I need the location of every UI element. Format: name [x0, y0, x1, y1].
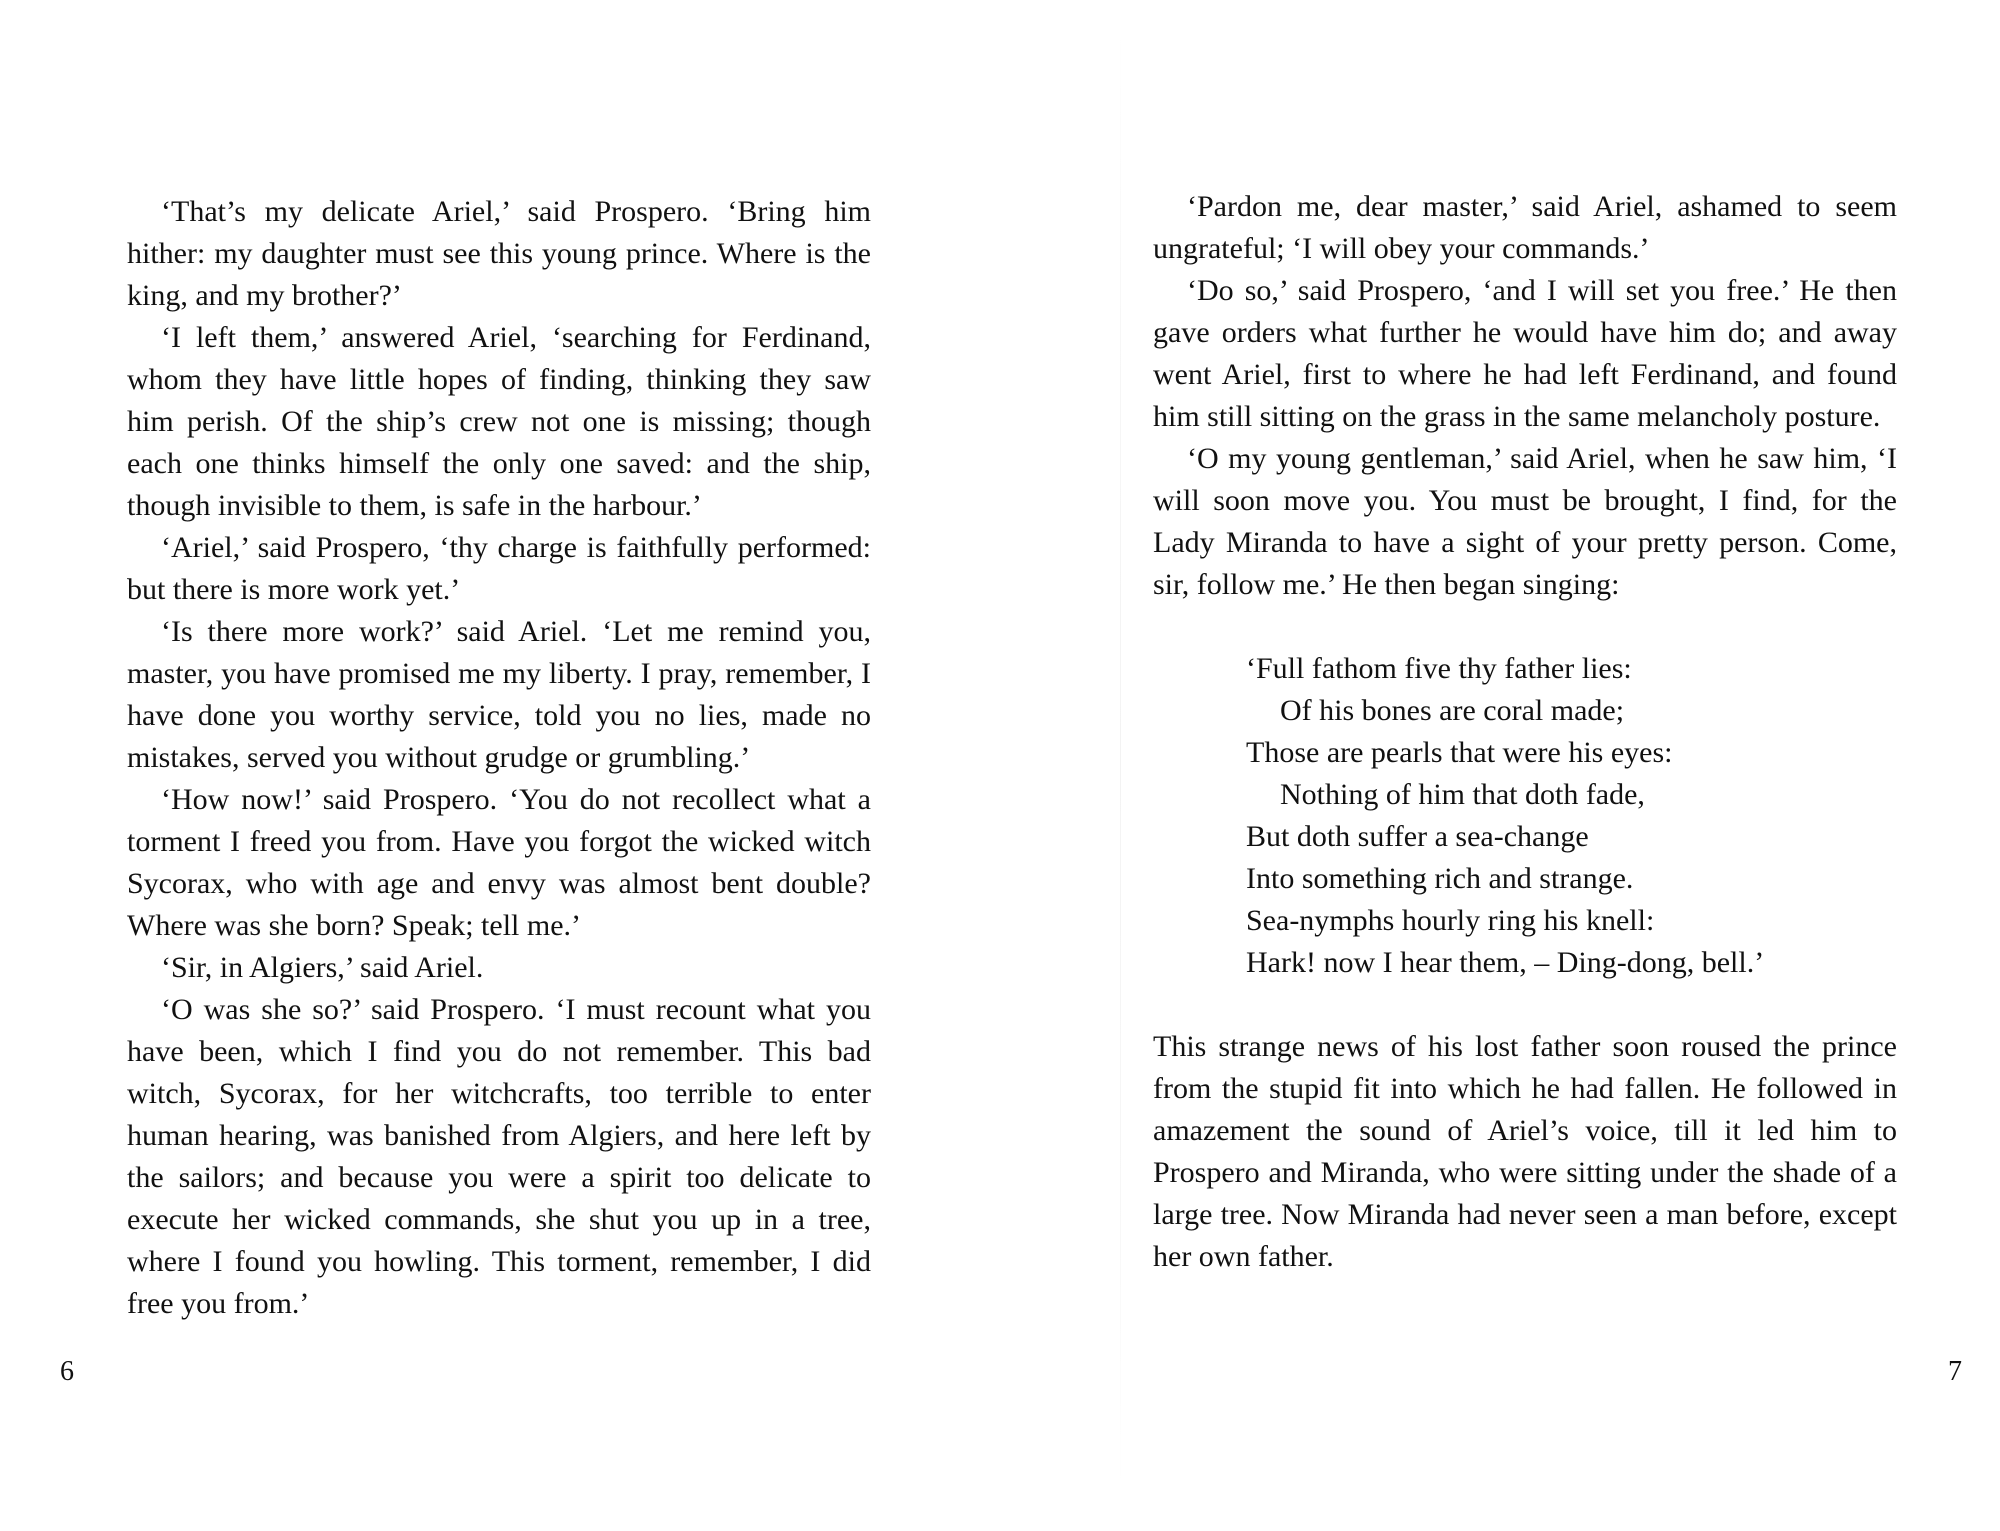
paragraph: ‘That’s my delicate Ariel,’ said Prospero. ‘Bring him hither: my daughter must see this young prince. Where is the king, and my brother?’: [127, 195, 871, 312]
paragraph: ‘O was she so?’ said Prospero. ‘I must recount what you have been, which I find you do not remember. This bad witch, Sycorax, for her witchcrafts, too terrible to enter human hearing, was banished from Algiers, and here left by the sailors; and because you were a spirit too delicate to execute her wicked commands, she shut you up in a tree, where I found you howling. This torment, remember, I did free you from.’: [127, 993, 871, 1320]
paragraph: ‘Is there more work?’ said Ariel. ‘Let me remind you, master, you have promised me my liberty. I pray, remember, I have done you worthy service, told you no lies, made no mistakes, served you without grudge or grumbling.’: [127, 615, 871, 774]
paragraph: ‘Sir, in Algiers,’ said Ariel.: [161, 951, 484, 984]
verse-line: Nothing of him that doth fade,: [1280, 778, 1645, 811]
paragraph: ‘I left them,’ answered Ariel, ‘searching for Ferdinand, whom they have little hopes of finding, thinking they saw him perish. Of the ship’s crew not one is missing; though each one thinks himself the only one saved: and the ship, though invisible to them, is safe in the harbour.’: [127, 321, 871, 522]
page-number: 6: [60, 1356, 74, 1387]
verse-line: Hark! now I hear them, – Ding-dong, bell.’: [1246, 946, 1765, 979]
right-page: [1000, 0, 2000, 1531]
verse-line: Those are pearls that were his eyes:: [1246, 736, 1673, 769]
closing-paragraph: This strange news of his lost father soon roused the prince from the stupid fit into which he had fallen. He followed in amazement the sound of Ariel’s voice, till it led him to Prospero and Miranda, who were sitting under the shade of a large tree. Now Miranda had never seen a man before, except her own father.: [1153, 1030, 1897, 1273]
verse-line: Of his bones are coral made;: [1280, 694, 1625, 727]
verse-line: Into something rich and strange.: [1246, 862, 1634, 895]
song-verse: [1246, 648, 1897, 984]
paragraph: ‘Ariel,’ said Prospero, ‘thy charge is faithfully performed: but there is more work yet.’: [127, 531, 871, 606]
paragraph: ‘O my young gentleman,’ said Ariel, when he saw him, ‘I will soon move you. You must be brought, I find, for the Lady Miranda to have a sight of your pretty person. Come, sir, follow me.’ He then began singing:: [1153, 442, 1897, 601]
page-number: 7: [1948, 1356, 1962, 1387]
verse-line: But doth suffer a sea-change: [1246, 820, 1589, 853]
paragraph: ‘Pardon me, dear master,’ said Ariel, ashamed to seem ungrateful; ‘I will obey your commands.’: [1153, 190, 1897, 265]
left-page-text: [127, 191, 871, 1325]
right-page-text: [1153, 186, 1897, 1278]
verse-line: Sea-nymphs hourly ring his knell:: [1246, 904, 1655, 937]
verse-line: ‘Full fathom five thy father lies:: [1246, 652, 1632, 685]
paragraph: ‘How now!’ said Prospero. ‘You do not recollect what a torment I freed you from. Have you forgot the wicked witch Sycorax, who with age and envy was almost bent double? Where was she born? Speak; tell me.’: [127, 783, 871, 942]
paragraph: ‘Do so,’ said Prospero, ‘and I will set you free.’ He then gave orders what further he would have him do; and away went Ariel, first to where he had left Ferdinand, and found him still sitting on the grass in the same melancholy posture.: [1153, 274, 1897, 433]
